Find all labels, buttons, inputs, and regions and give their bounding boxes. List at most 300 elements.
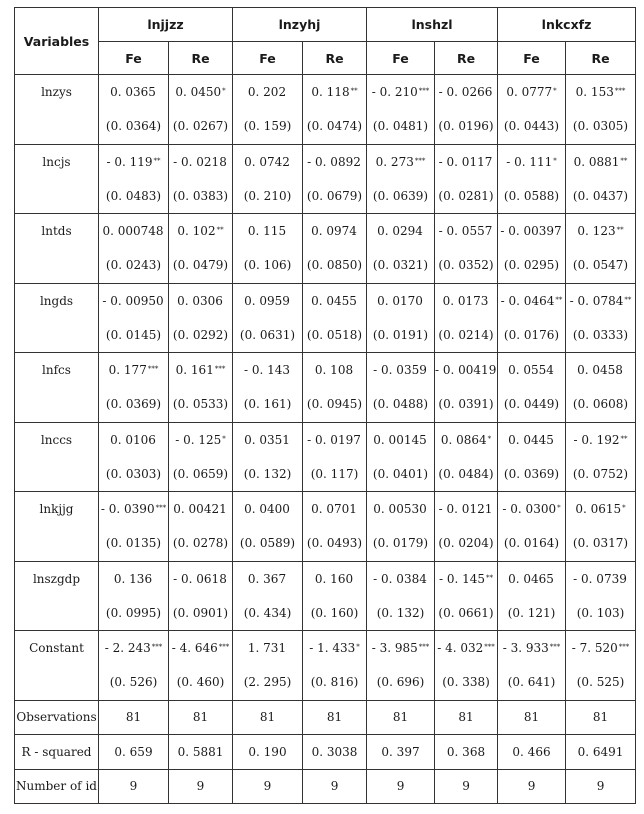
standard-error: (0. 121)	[507, 605, 556, 620]
significance-stars: *	[356, 643, 360, 652]
significance-stars: **	[620, 156, 628, 165]
significance-stars: *	[553, 87, 557, 96]
summary-value: 9	[566, 769, 636, 804]
coefficient: 0. 00421	[173, 502, 227, 517]
coefficient: 0. 00145	[373, 432, 427, 447]
standard-error: (0. 0369)	[105, 397, 162, 412]
standard-error: (0. 0443)	[503, 119, 560, 134]
estimate-cell	[367, 353, 435, 423]
coefficient: 0. 153	[575, 85, 614, 100]
estimate-cell	[99, 561, 169, 631]
estimate-cell	[435, 283, 498, 353]
significance-stars: ***	[484, 643, 495, 652]
model-header: Fe	[99, 42, 169, 75]
model-header-row	[15, 42, 636, 75]
table-row	[15, 214, 636, 284]
significance-stars: ***	[147, 365, 159, 374]
significance-stars: ***	[151, 643, 163, 652]
model-header: Fe	[498, 42, 566, 75]
estimate-cell	[367, 144, 435, 214]
summary-value: 81	[233, 700, 303, 735]
coefficient: - 0. 0892	[307, 154, 361, 169]
coefficient: 0. 177	[108, 363, 147, 378]
regression-table	[14, 7, 636, 804]
standard-error: (0. 0661)	[438, 605, 494, 620]
estimate-cell	[169, 492, 233, 562]
standard-error: (0. 0752)	[572, 466, 629, 481]
summary-value: 9	[367, 769, 435, 804]
estimate-cell	[303, 214, 367, 284]
coefficient: 0. 0173	[442, 293, 489, 308]
standard-error: (0. 0518)	[306, 327, 363, 342]
estimate-cell	[566, 214, 636, 284]
coefficient: - 0. 0390	[100, 502, 155, 517]
coefficient: 0. 273	[375, 154, 414, 169]
estimate-cell	[435, 422, 498, 492]
estimate-cell	[566, 422, 636, 492]
estimate-cell	[367, 492, 435, 562]
coefficient: - 4. 646	[171, 641, 218, 656]
estimate-cell	[498, 214, 566, 284]
summary-value: 81	[435, 700, 498, 735]
coefficient: - 1. 433	[309, 641, 356, 656]
standard-error: (0. 0321)	[372, 258, 429, 273]
estimate-cell	[233, 75, 303, 145]
variable-label	[15, 492, 99, 562]
coefficient: - 0. 0359	[373, 363, 427, 378]
significance-stars: ***	[549, 643, 561, 652]
estimate-cell	[99, 422, 169, 492]
coefficient: - 0. 143	[243, 363, 291, 378]
estimate-cell	[99, 631, 169, 701]
standard-error: (0. 0401)	[372, 466, 429, 481]
standard-error: (0. 0631)	[239, 327, 296, 342]
standard-error: (0. 0295)	[503, 258, 560, 273]
estimate-cell	[367, 561, 435, 631]
coefficient: - 0. 0739	[573, 571, 627, 586]
summary-value: 0. 466	[498, 735, 566, 770]
estimate-cell	[367, 283, 435, 353]
standard-error: (0. 0317)	[572, 536, 629, 551]
significance-stars: *	[222, 434, 226, 443]
coefficient: 0. 0615	[575, 502, 622, 517]
standard-error: (0. 0437)	[572, 188, 629, 203]
estimate-cell	[498, 75, 566, 145]
standard-error: (0. 641)	[507, 675, 556, 690]
estimate-cell	[435, 144, 498, 214]
coefficient: 0. 0554	[508, 363, 554, 378]
coefficient: - 0. 0557	[438, 224, 493, 239]
coefficient: 0. 160	[314, 571, 354, 586]
variable-label-text: lnfcs	[42, 363, 71, 377]
model-header: Re	[169, 42, 233, 75]
estimate-cell	[498, 422, 566, 492]
estimate-cell	[169, 75, 233, 145]
coefficient: 0. 000748	[102, 224, 164, 239]
coefficient: - 0. 145	[438, 571, 486, 586]
significance-stars: **	[555, 295, 563, 304]
standard-error: (0. 132)	[243, 466, 292, 481]
estimate-cell	[435, 75, 498, 145]
coefficient: - 0. 119	[106, 154, 153, 169]
coefficient: 0. 0701	[311, 502, 357, 517]
standard-error: (0. 0179)	[372, 536, 429, 551]
standard-error: (0. 132)	[376, 605, 425, 620]
standard-error: (0. 0391)	[438, 397, 494, 412]
estimate-cell	[498, 492, 566, 562]
estimate-cell	[303, 561, 367, 631]
estimate-cell	[169, 631, 233, 701]
significance-stars: *	[222, 87, 226, 96]
summary-value: 81	[99, 700, 169, 735]
standard-error: (0. 0901)	[172, 605, 229, 620]
standard-error: (0. 0135)	[105, 536, 162, 551]
coefficient: - 3. 933	[502, 641, 549, 656]
coefficient: 0. 0742	[244, 154, 290, 169]
estimate-cell	[303, 492, 367, 562]
standard-error: (0. 0850)	[306, 258, 363, 273]
summary-value: 0. 397	[367, 735, 435, 770]
standard-error: (0. 0281)	[438, 188, 494, 203]
standard-error: (0. 0995)	[105, 605, 162, 620]
coefficient: - 3. 985	[371, 641, 418, 656]
coefficient: - 0. 125	[175, 432, 222, 447]
estimate-cell	[435, 353, 498, 423]
summary-value: 0. 190	[233, 735, 303, 770]
coefficient: - 0. 0618	[173, 571, 227, 586]
variable-label-text: lntds	[41, 224, 72, 238]
estimate-cell	[566, 492, 636, 562]
estimate-cell	[367, 631, 435, 701]
standard-error: (0. 0945)	[306, 397, 363, 412]
standard-error: (2. 295)	[243, 675, 292, 690]
standard-error: (0. 0588)	[503, 188, 560, 203]
coefficient: 0. 00530	[373, 502, 427, 517]
standard-error: (0. 0267)	[172, 119, 229, 134]
coefficient: 0. 0959	[244, 293, 290, 308]
estimate-cell	[233, 283, 303, 353]
group-header-row	[15, 8, 636, 42]
standard-error: (0. 0278)	[172, 536, 229, 551]
coefficient: - 2. 243	[104, 641, 151, 656]
estimate-cell	[99, 283, 169, 353]
coefficient: 0. 0445	[508, 432, 554, 447]
standard-error: (0. 0488)	[372, 397, 429, 412]
standard-error: (0. 434)	[243, 605, 292, 620]
summary-value: 81	[303, 700, 367, 735]
table-body	[15, 75, 636, 804]
variable-label-text: lnszgdp	[32, 571, 81, 586]
standard-error: (0. 526)	[109, 675, 158, 690]
table-row	[15, 283, 636, 353]
estimate-cell	[303, 353, 367, 423]
variable-label	[15, 422, 99, 492]
standard-error: (0. 0639)	[372, 188, 429, 203]
summary-label: Observations	[15, 700, 99, 735]
group-header: lnjjzz	[99, 8, 233, 42]
coefficient: - 0. 0266	[438, 85, 493, 100]
standard-error: (0. 696)	[376, 675, 425, 690]
significance-stars: **	[216, 226, 224, 235]
summary-value: 0. 5881	[169, 735, 233, 770]
estimate-cell	[303, 144, 367, 214]
significance-stars: ***	[218, 643, 230, 652]
coefficient: - 0. 192	[573, 432, 620, 447]
coefficient: 0. 0170	[377, 293, 423, 308]
estimate-cell	[566, 353, 636, 423]
standard-error: (0. 0479)	[172, 258, 229, 273]
standard-error: (0. 161)	[243, 397, 292, 412]
variable-label-text: lnkjjg	[39, 502, 74, 516]
group-header: lnshzl	[367, 8, 498, 42]
estimate-cell	[303, 283, 367, 353]
summary-value: 9	[498, 769, 566, 804]
standard-error: (0. 0369)	[503, 466, 560, 481]
estimate-cell	[233, 144, 303, 214]
standard-error: (0. 0303)	[105, 466, 162, 481]
standard-error: (0. 0204)	[438, 536, 494, 551]
standard-error: (0. 0547)	[572, 258, 629, 273]
group-header: lnkcxfz	[498, 8, 636, 42]
significance-stars: **	[486, 573, 494, 582]
summary-value: 0. 6491	[566, 735, 636, 770]
variable-label	[15, 283, 99, 353]
coefficient: 0. 0777	[506, 85, 553, 100]
standard-error: (0. 0214)	[438, 327, 494, 342]
variable-label-text: lncjs	[42, 154, 71, 169]
significance-stars: ***	[418, 643, 430, 652]
table-row	[15, 144, 636, 214]
estimate-cell	[233, 214, 303, 284]
estimate-cell	[498, 631, 566, 701]
coefficient: - 0. 0197	[307, 432, 361, 447]
standard-error: (0. 210)	[243, 188, 292, 203]
standard-error: (0. 0589)	[239, 536, 296, 551]
estimate-cell	[435, 214, 498, 284]
variable-label	[15, 75, 99, 145]
standard-error: (0. 0164)	[503, 536, 560, 551]
significance-stars: **	[153, 156, 161, 165]
table-row	[15, 561, 636, 631]
coefficient: 0. 136	[113, 571, 153, 586]
estimate-cell	[435, 631, 498, 701]
significance-stars: *	[557, 504, 561, 513]
summary-value: 0. 368	[435, 735, 498, 770]
standard-error: (0. 0484)	[438, 466, 494, 481]
summary-label: R - squared	[15, 735, 99, 770]
estimate-cell	[303, 75, 367, 145]
variable-label-text: Constant	[29, 641, 84, 655]
standard-error: (0. 0533)	[172, 397, 229, 412]
significance-stars: **	[624, 295, 632, 304]
estimate-cell	[99, 492, 169, 562]
standard-error: (0. 0481)	[372, 119, 429, 134]
estimate-cell	[498, 353, 566, 423]
variable-label	[15, 561, 99, 631]
significance-stars: ***	[214, 365, 226, 374]
model-header: Fe	[367, 42, 435, 75]
coefficient: 0. 115	[247, 224, 287, 239]
estimate-cell	[169, 214, 233, 284]
variables-header: Variables	[15, 8, 99, 75]
coefficient: 0. 0306	[177, 293, 223, 308]
standard-error: (0. 0191)	[372, 327, 429, 342]
coefficient: - 0. 0121	[438, 502, 493, 517]
coefficient: - 4. 032	[437, 641, 484, 656]
summary-value: 9	[169, 769, 233, 804]
coefficient: 0. 367	[247, 571, 287, 586]
coefficient: - 0. 00397	[500, 224, 562, 239]
standard-error: (0. 106)	[243, 258, 292, 273]
standard-error: (0. 0493)	[306, 536, 363, 551]
variable-label	[15, 144, 99, 214]
summary-value: 0. 659	[99, 735, 169, 770]
coefficient: 0. 0450	[175, 85, 222, 100]
coefficient: - 0. 111	[506, 154, 553, 169]
summary-value: 81	[169, 700, 233, 735]
coefficient: 0. 0864	[440, 432, 487, 447]
standard-error: (0. 117)	[310, 466, 359, 481]
standard-error: (0. 816)	[310, 675, 359, 690]
summary-label: Number of id	[15, 769, 99, 804]
coefficient: 0. 0974	[311, 224, 357, 239]
coefficient: - 0. 0784	[569, 293, 624, 308]
significance-stars: *	[622, 504, 626, 513]
estimate-cell	[169, 144, 233, 214]
summary-value: 9	[233, 769, 303, 804]
standard-error: (0. 103)	[576, 605, 625, 620]
standard-error: (0. 0333)	[572, 327, 629, 342]
summary-value: 9	[99, 769, 169, 804]
standard-error: (0. 460)	[176, 675, 225, 690]
standard-error: (0. 0364)	[105, 119, 162, 134]
estimate-cell	[435, 492, 498, 562]
estimate-cell	[169, 561, 233, 631]
model-header: Re	[303, 42, 367, 75]
summary-row	[15, 735, 636, 770]
estimate-cell	[367, 75, 435, 145]
estimate-cell	[566, 283, 636, 353]
estimate-cell	[233, 422, 303, 492]
model-header: Fe	[233, 42, 303, 75]
estimate-cell	[233, 631, 303, 701]
estimate-cell	[169, 353, 233, 423]
estimate-cell	[566, 561, 636, 631]
coefficient: - 7. 520	[571, 641, 618, 656]
standard-error: (0. 0659)	[172, 466, 229, 481]
table-header	[15, 8, 636, 75]
coefficient: 0. 0365	[110, 85, 156, 100]
coefficient: 0. 161	[175, 363, 214, 378]
summary-row	[15, 769, 636, 804]
estimate-cell	[498, 144, 566, 214]
variable-label	[15, 353, 99, 423]
coefficient: 0. 0294	[377, 224, 423, 239]
coefficient: - 0. 0117	[438, 154, 493, 169]
coefficient: - 0. 0300	[502, 502, 557, 517]
standard-error: (0. 0243)	[105, 258, 162, 273]
significance-stars: ***	[414, 156, 426, 165]
coefficient: 0. 202	[247, 85, 287, 100]
significance-stars: ***	[155, 504, 167, 513]
summary-value: 81	[498, 700, 566, 735]
estimate-cell	[99, 144, 169, 214]
standard-error: (0. 160)	[310, 605, 359, 620]
estimate-cell	[367, 214, 435, 284]
table-row	[15, 631, 636, 701]
model-header: Re	[435, 42, 498, 75]
estimate-cell	[233, 353, 303, 423]
standard-error: (0. 0483)	[105, 188, 162, 203]
variable-label-text: lnzys	[41, 85, 72, 99]
summary-value: 0. 3038	[303, 735, 367, 770]
coefficient: 0. 0351	[244, 432, 290, 447]
table-row	[15, 75, 636, 145]
variable-label-text: lnccs	[40, 432, 73, 447]
estimate-cell	[169, 422, 233, 492]
summary-row	[15, 700, 636, 735]
significance-stars: *	[487, 434, 492, 443]
estimate-cell	[99, 353, 169, 423]
table-row	[15, 422, 636, 492]
coefficient: - 0. 0384	[373, 571, 427, 586]
standard-error: (0. 159)	[243, 119, 292, 134]
significance-stars: ***	[618, 643, 630, 652]
coefficient: 0. 0400	[244, 502, 290, 517]
estimate-cell	[498, 283, 566, 353]
coefficient: 0. 0881	[573, 154, 620, 169]
estimate-cell	[99, 214, 169, 284]
group-header: lnzyhj	[233, 8, 367, 42]
significance-stars: **	[350, 87, 358, 96]
standard-error: (0. 0608)	[572, 397, 629, 412]
significance-stars: ***	[418, 87, 430, 96]
standard-error: (0. 0196)	[438, 119, 494, 134]
coefficient: 0. 0106	[110, 432, 156, 447]
standard-error: (0. 338)	[442, 675, 490, 690]
standard-error: (0. 0292)	[172, 327, 229, 342]
coefficient: - 0. 00950	[102, 293, 164, 308]
estimate-cell	[367, 422, 435, 492]
table-row	[15, 492, 636, 562]
variable-label	[15, 631, 99, 701]
standard-error: (0. 0679)	[306, 188, 363, 203]
coefficient: 0. 0465	[508, 571, 554, 586]
coefficient: 0. 0455	[311, 293, 357, 308]
standard-error: (0. 0474)	[306, 119, 363, 134]
coefficient: 0. 123	[577, 224, 616, 239]
standard-error: (0. 0176)	[503, 327, 560, 342]
variable-label-text: lngds	[39, 293, 74, 308]
estimate-cell	[233, 561, 303, 631]
significance-stars: **	[616, 226, 624, 235]
estimate-cell	[566, 75, 636, 145]
coefficient: - 0. 0218	[173, 154, 227, 169]
significance-stars: **	[620, 434, 628, 443]
standard-error: (0. 0449)	[503, 397, 560, 412]
estimate-cell	[303, 631, 367, 701]
estimate-cell	[566, 144, 636, 214]
estimate-cell	[303, 422, 367, 492]
coefficient: 0. 118	[311, 85, 350, 100]
variable-label	[15, 214, 99, 284]
standard-error: (0. 0383)	[172, 188, 229, 203]
table-row	[15, 353, 636, 423]
estimate-cell	[435, 561, 498, 631]
estimate-cell	[566, 631, 636, 701]
standard-error: (0. 0352)	[438, 258, 494, 273]
coefficient: - 0. 0464	[500, 293, 555, 308]
